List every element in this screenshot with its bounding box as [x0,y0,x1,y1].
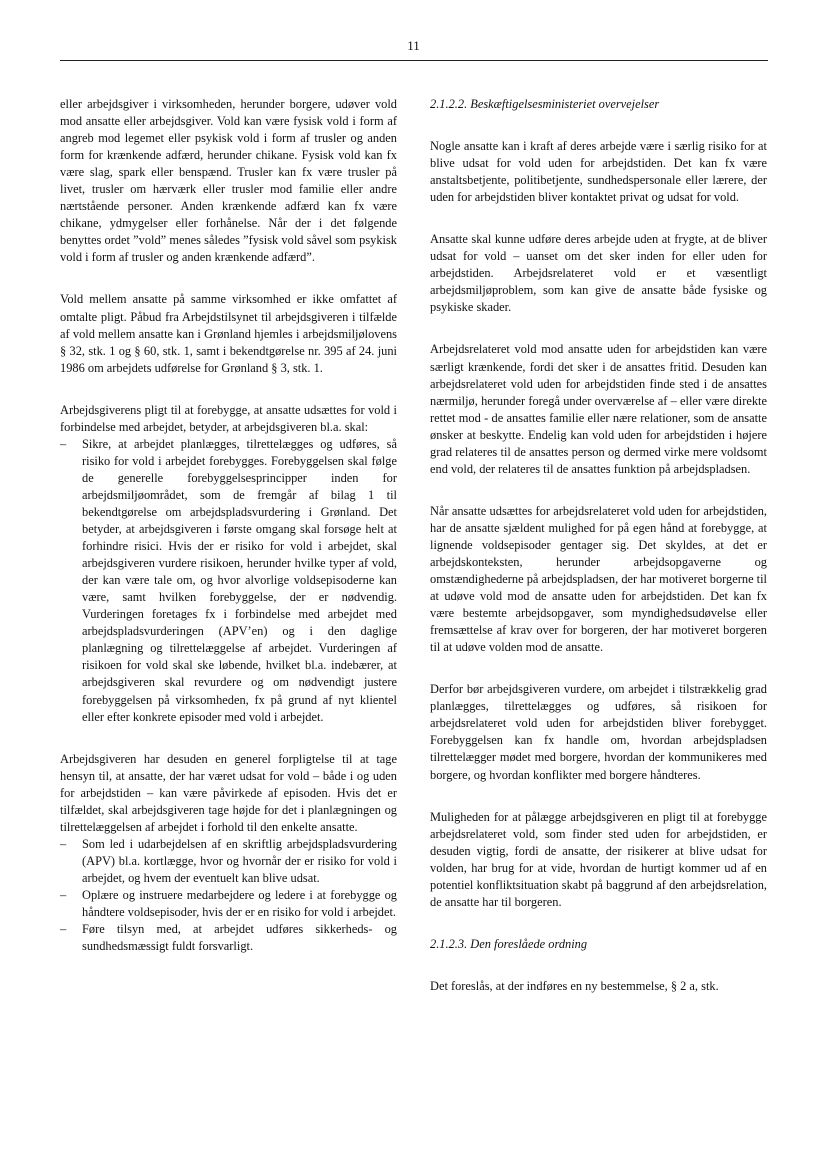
right-column [430,96,767,995]
paragraph: Når ansatte udsættes for arbejdsrelateret vold uden for arbejdstiden, har de ansatte sjældent mulighed for på egen hånd at forebygge, at lignende voldsepisoder gentager sig. Det skyldes, at det er arbejdskonteksten, herunder arbejdsopgaverne og omstændighederne på arbejdspladsen, der har motiveret borgerne til at udøve vold mod de ansatte uden for arbejdstiden. Det kan fx være bestemte arbejdsopgaver, som myndighedsudøvelse eller fremsættelse af krav over for borgeren, der har motiveret borgeren til at udøve volden mod de ansatte. [430,503,767,655]
dash-list [60,436,397,726]
paragraph: Nogle ansatte kan i kraft af deres arbejde være i særlig risiko for at blive udsat for vold uden for arbejdstiden. Det kan fx være anstaltsbetjente, politibetjente, sundhedspersonale eller lærere, der uden for arbejdstiden bliver kontaktet privat og udsat for vold. [430,139,767,205]
paragraph: Det foreslås, at der indføres en ny bestemmelse, § 2 a, stk. [430,978,719,993]
paragraph: Arbejdsrelateret vold mod ansatte uden for arbejdstiden kan være særligt krænkende, fordi det sker i de ansattes fritid. Desuden kan arbejdsrelateret vold uden for arbejdstiden finde sted i de ansattes nærmiljø, herunder foregå under overværelse af – eller være direkte rettet mod - de ansattes familie eller nære relationer, som de ansatte ønsker at beskytte. Endelig kan vold uden for arbejdstiden i højere grad relateres til de ansattes person og dermed virke mere voldsomt end vold, der relateres til de ansattes funktion på arbejdspladsen. [430,342,767,476]
list-item: – Føre tilsyn med, at arbejdet udføres sikkerheds- og sundhedsmæssigt fuldt forsvarligt. [60,921,397,955]
page-number: 11 [407,38,420,53]
paragraph: Ansatte skal kunne udføre deres arbejde uden at frygte, at de bliver udsat for vold – uanset om det sker inden for eller uden for arbejdstiden. Arbejdsrelateret vold er et væsentligt arbejdsmiljøproblem, som kan give de ansatte både fysiske og psykiske skader. [430,232,767,315]
paragraph: Derfor bør arbejdsgiveren vurdere, om arbejdet i tilstrækkelig grad planlægges, tilrettelægges og udføres, så risikoen for arbejdsrelateret vold uden for arbejdstiden bliver forebygget. Forebyggelsen kan fx handle om, hvordan arbejdspladsen tilrettelægger mødet med borgere, hvordan der kommunikeres med borgere, og hvordan konflikter med borgere håndteres. [430,682,767,782]
paragraph: Vold mellem ansatte på samme virksomhed er ikke omfattet af omtalte pligt. Påbud fra Arbejdstilsynet til arbejdsgiveren i tilfælde af vold mellem ansatte kan i Grønland hjemles i arbejdsmiljølovens § 32, stk. 1 og § 60, stk. 1, samt i bekendtgørelse nr. 395 af 24. juni 1986 om arbejdets udførelse for Grønland § 3, stk. 1. [60,292,397,375]
list-item: – Sikre, at arbejdet planlægges, tilrettelægges og udføres, så risiko for vold i arbejdet forebygges. Forebyggelsen skal følge de generelle forebyggelsesprincipper inden for arbejdsmiljøområdet, som de fremgår af bilag 1 til bekendtgørelse om arbejdspladsvurdering i Grønland. Det betyder, at arbejdsgiveren i første omgang skal forsøge helt at forhindre risici. Hvis der er risiko for vold i arbejdet, skal arbejdsgiveren vurdere risikoen, herunder hvilke typer af vold, der kan være tale om, og hvor alvorlige voldsepisoderne kan være, samt hvilken forebyggelse, der er nødvendig. Vurderingen foretages fx i forbindelse med arbejdet med arbejdspladsvurderingen (APV’en) og i den daglige planlægning og tilrettelæggelse af arbejdet. Vurderingen af risikoen for vold skal ske løbende, hvilket bl.a. indebærer, at arbejdsgiveren skal revurdere og om nødvendigt justere forebyggelsen på virksomheden, fx på grund af nyt klientel eller efter konkrete episoder med vold i arbejdet. [60,436,397,726]
paragraph: Muligheden for at pålægge arbejdsgiveren en pligt til at forebygge arbejdsrelateret vold, som finder sted uden for arbejdstiden, er desuden vigtig, fordi de ansatte, der risikerer at blive udsat for volden, har brug for at vide, hvordan de hurtigt kommer ud af en potentiel konfliktsituation skabt på baggrund af den arbejdsrelation, de ansatte har til borgeren. [430,809,767,909]
left-column [60,96,397,955]
header-rule [60,60,768,61]
paragraph: Arbejdsgiveren har desuden en generel forpligtelse til at tage hensyn til, at ansatte, der har været udsat for vold – både i og uden for arbejdstiden – kan være påvirkede af episoden. Hvis det er tilfældet, skal arbejdsgiveren tage højde for det i planlægningen og tilrettelæggelsen af arbejdet i forhold til den enkelte ansatte. [60,751,397,834]
section-heading: 2.1.2.2. Beskæftigelsesministeriet overvejelser [430,97,660,111]
list-item: – Som led i udarbejdelsen af en skriftlig arbejdspladsvurdering (APV) bl.a. kortlægge, hvor og hvornår der er risiko for vold i arbejdet, og hvem der eventuelt kan blive udsat. [60,836,397,887]
dash-list [60,836,397,955]
paragraph: eller arbejdsgiver i virksomheden, herunder borgere, udøver vold mod ansatte eller arbejdsgiver. Vold kan være fysisk vold i form af angreb mod legemet eller psykisk vold i form af trusler og anden form for krænkende adfærd, herunder chikane. Fysisk vold kan fx være slag, spark eller benspænd. Trusler kan fx være trusler på livet, trusler om hærværk eller trusler mod familie eller andre nærtstående personer. Anden krænkende adfærd kan fx være chikane, ydmygelser eller forhånelse. Når der i det følgende benyttes ordet ”vold” menes således ”fysisk vold såvel som psykisk vold i form af trusler og anden krænkende adfærd”. [60,97,397,265]
section-heading: 2.1.2.3. Den foreslåede ordning [430,936,588,951]
list-item: – Oplære og instruere medarbejdere og ledere i at forebygge og håndtere voldsepisoder, hvis der er en risiko for vold i arbejdet. [60,887,397,921]
paragraph: Arbejdsgiverens pligt til at forebygge, at ansatte udsættes for vold i forbindelse med arbejdet, betyder, at arbejdsgiveren bl.a. skal: [60,402,397,434]
